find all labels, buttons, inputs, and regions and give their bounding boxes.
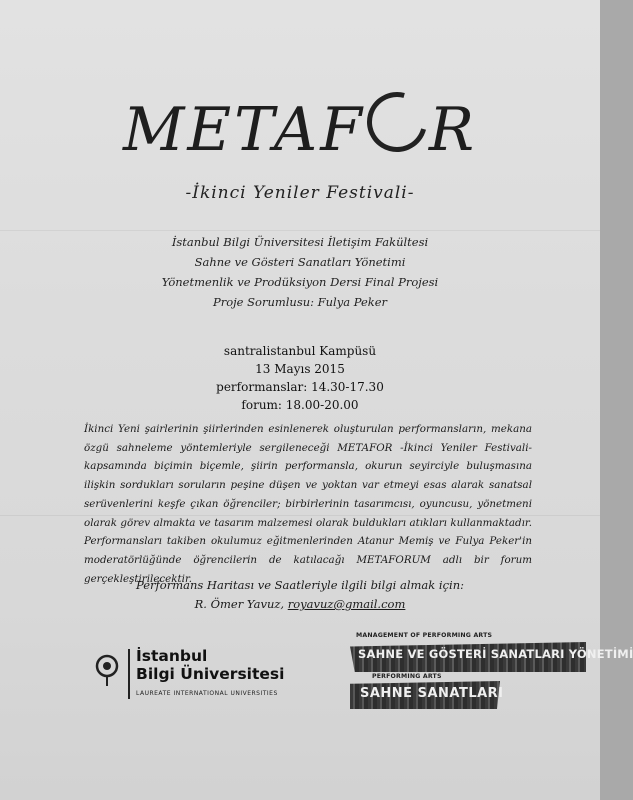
festival-subtitle: -İkinci Yeniler Festivali- bbox=[185, 183, 415, 203]
title-text-end: R bbox=[428, 95, 478, 165]
performance-hours: performanslar: 14.30-17.30 bbox=[216, 380, 384, 394]
contact-email-link[interactable]: royavuz@gmail.com bbox=[287, 597, 406, 611]
department-line: Sahne ve Gösteri Sanatları Yönetimi bbox=[194, 255, 406, 269]
contact-info bbox=[0, 576, 600, 614]
department-logo bbox=[348, 632, 633, 708]
poster-title bbox=[0, 92, 600, 165]
forum-hours: forum: 18.00-20.00 bbox=[241, 398, 359, 412]
project-lead-line: Proje Sorumlusu: Fulya Peker bbox=[212, 295, 388, 309]
logo-divider bbox=[128, 649, 130, 699]
event-details bbox=[0, 342, 600, 414]
laureate-tagline: LAUREATE INTERNATIONAL UNIVERSITIES bbox=[136, 690, 278, 697]
event-venue: santralistanbul Kampüsü bbox=[223, 344, 377, 358]
course-line: Yönetmenlik ve Prodüksiyon Dersi Final Projesi bbox=[161, 275, 439, 289]
description-paragraph: İkinci Yeni şairlerinin şiirlerinden esinlenerek oluşturulan performansların, mekana özgü sahneleme yöntemleriyle sergileneceği METAFOR -İkinci Yeniler Festivali- kapsamında biçimin biçemle, şiirin performansla, okurun seyirciyle buluşmasına ilişkin sordukları soruların peşine düşen ve yoktan var etmeyi esas alarak sanatsal serüvenlerini keşfe çıkan öğrenciler; birbirlerinin tasarımcısı, oyuncusu, yönetmeni olarak görev almakta ve tasarım malzemesi olarak buldukları atıkları kullanmaktadır. Performansları takiben okulumuz eğitmenlerinden Atanur Memiş ve Fulya Peker'in moderatörlüğünde öğrencilerin de katılacağı METAFORUM adlı bir forum gerçekleştirilecektir. bbox=[84, 423, 532, 585]
performing-arts-banner-text: SAHNE SANATLARI bbox=[360, 686, 504, 701]
organizer-info bbox=[0, 232, 600, 312]
title-text-start: METAF bbox=[122, 95, 365, 165]
performing-arts-label: PERFORMING ARTS bbox=[372, 673, 442, 680]
university-name-line1: İstanbul bbox=[136, 647, 208, 665]
department-banner-text: SAHNE VE GÖSTERİ SANATLARI YÖNETİMİ bbox=[358, 647, 633, 661]
contact-prompt: Performans Haritası ve Saatleriyle ilgili bilgi almak için: bbox=[136, 578, 464, 592]
university-name-line2: Bilgi Üniversitesi bbox=[136, 665, 285, 683]
event-date: 13 Mayıs 2015 bbox=[255, 362, 345, 376]
department-english-label: MANAGEMENT OF PERFORMING ARTS bbox=[356, 632, 493, 639]
faculty-line: İstanbul Bilgi Üniversitesi İletişim Fakültesi bbox=[171, 235, 429, 249]
bilgi-university-logo bbox=[92, 645, 302, 701]
enso-circle-icon bbox=[356, 81, 438, 163]
contact-name: R. Ömer Yavuz, bbox=[194, 597, 288, 611]
bilgi-emblem-icon bbox=[94, 653, 120, 687]
